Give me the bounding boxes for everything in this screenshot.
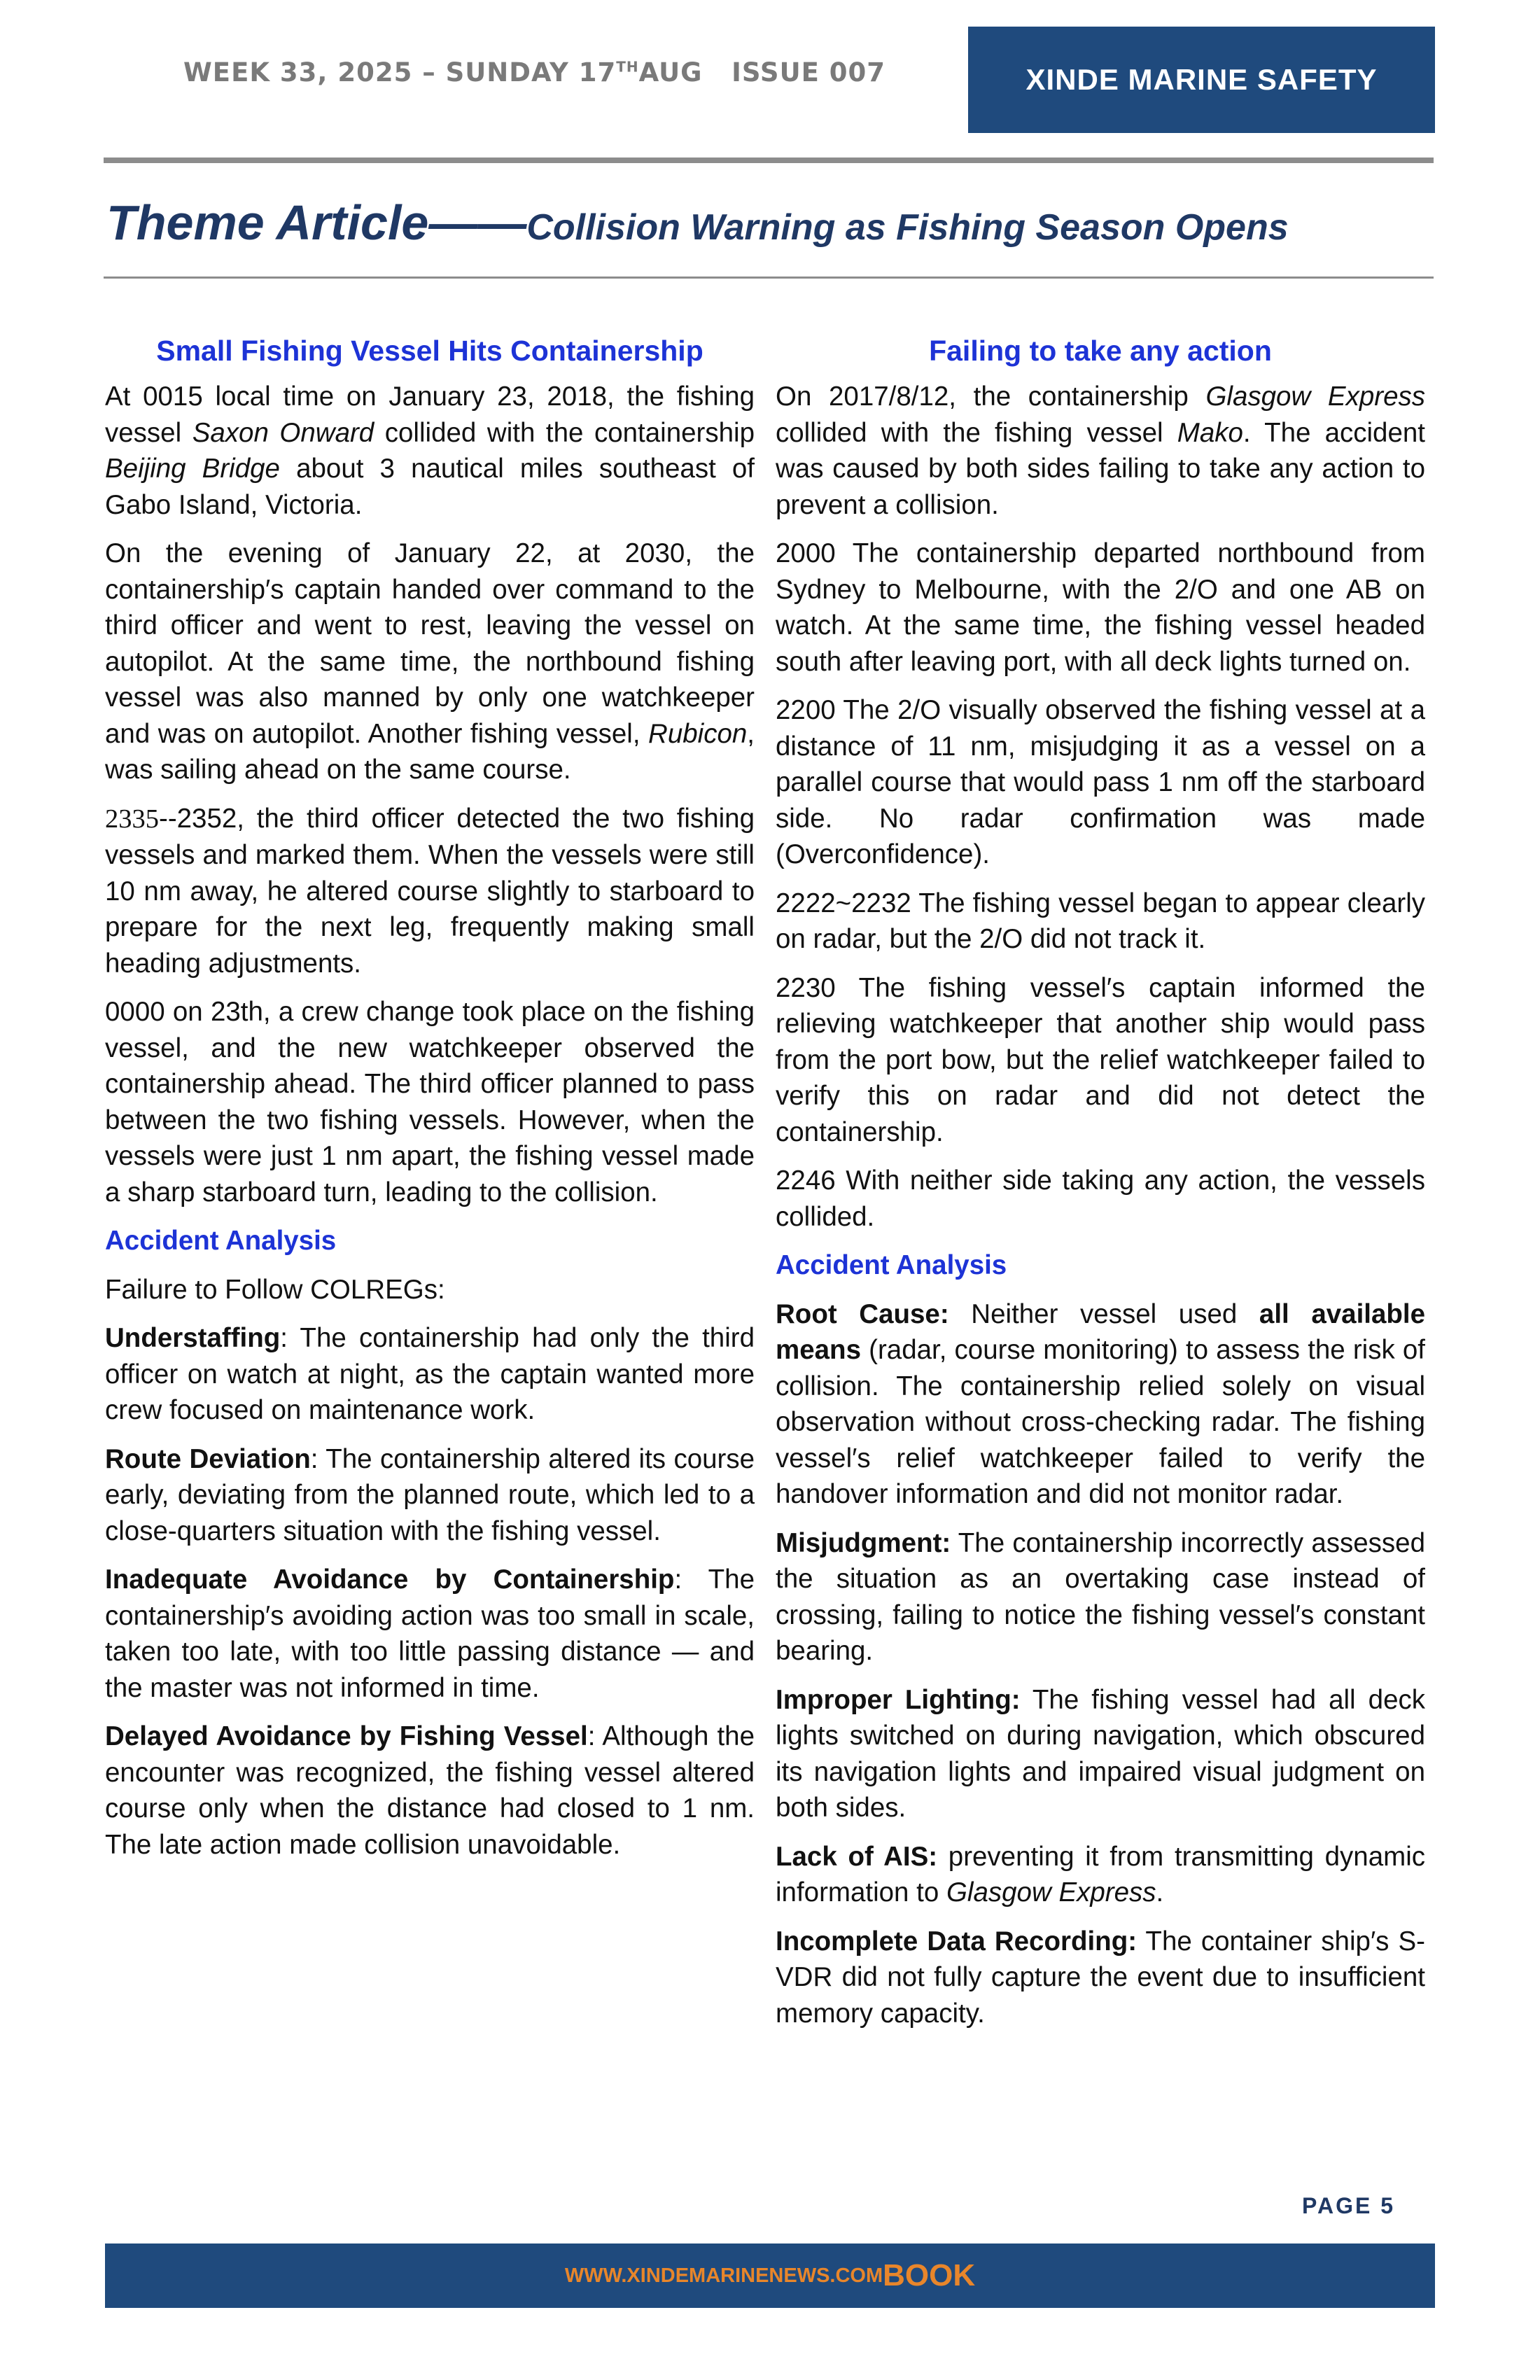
- item-label: Inadequate Avoidance by Containership: [105, 1564, 675, 1595]
- section-heading: Failing to take any action: [929, 335, 1272, 367]
- left-column: [105, 335, 755, 1875]
- paragraph: At 0015 local time on January 23, 2018, the fishing vessel Saxon Onward collided with the containership Beijing Bridge about 3 nautical miles southeast of Gabo Island, Victoria.: [105, 382, 755, 520]
- item-label: Improper Lighting:: [776, 1684, 1021, 1715]
- paragraph: 2000 The containership departed northbound from Sydney to Melbourne, with the 2/O and one AB on watch. At the same time, the fishing vessel headed south after leaving port, with all deck lights turned on.: [776, 538, 1425, 677]
- paragraph: Failure to Follow COLREGs:: [105, 1274, 445, 1305]
- item-label: Lack of AIS:: [776, 1841, 938, 1872]
- vessel-name: Saxon Onward: [192, 417, 374, 448]
- brand-banner: [968, 27, 1435, 133]
- right-column: [776, 335, 1425, 2044]
- item-label: Understaffing: [105, 1323, 281, 1353]
- item-label: Incomplete Data Recording:: [776, 1926, 1138, 1956]
- paragraph: Misjudgment: The containership incorrectly assessed the situation as an overtaking case instead of crossing, failing to notice the fishing vessel′s constant bearing.: [776, 1527, 1425, 1666]
- paragraph: 0000 on 23th, a crew change took place on the fishing vessel, and the new watchkeeper observed the containership ahead. The third officer planned to pass between the two fishing vessels. However, when the vessels were just 1 nm apart, the fishing vessel made a sharp starboard turn, leading to the collision.: [105, 997, 755, 1208]
- footer-url[interactable]: WWW.XINDEMARINENEWS.COM: [564, 2264, 883, 2287]
- analysis-heading: Accident Analysis: [776, 1250, 1007, 1280]
- title-main: Theme Article——: [106, 195, 527, 250]
- paragraph: On the evening of January 22, at 2030, the containership′s captain handed over command to the third officer and went to rest, leaving the vessel on autopilot. At the same time, the northbound fishing vessel was also manned by only one watchkeeper and was on autopilot. Another fishing vessel, Rubicon, was sailing ahead on the same course.: [105, 538, 755, 785]
- section-heading: Small Fishing Vessel Hits Containership: [156, 335, 704, 367]
- vessel-name: Rubicon: [648, 718, 748, 749]
- paragraph: 2246 With neither side taking any action, the vessels collided.: [776, 1166, 1425, 1232]
- item-label: Misjudgment:: [776, 1527, 951, 1558]
- header-divider: [104, 158, 1434, 163]
- paragraph: 2230 The fishing vessel′s captain informed the relieving watchkeeper that another ship would pass from the port bow, but the relief watchkeeper failed to verify this on radar and did not detect the containership.: [776, 972, 1425, 1147]
- vessel-name: Glasgow Express: [1205, 382, 1425, 412]
- paragraph: Improper Lighting: The fishing vessel had all deck lights switched on during navigation, which obscured its navigation lights and impaired visual judgment on both sides.: [776, 1684, 1425, 1823]
- paragraph: 2335--2352, the third officer detected the two fishing vessels and marked them. When the vessels were still 10 nm away, he altered course slightly to starboard to prepare for the next leg, frequently making small heading adjustments.: [105, 803, 755, 979]
- item-label: Route Deviation: [105, 1443, 311, 1474]
- brand-name: XINDE MARINE SAFETY: [1026, 63, 1378, 96]
- paragraph: Route Deviation: The containership altered its course early, deviating from the planned route, which led to a close-quarters situation with the fishing vessel.: [105, 1443, 755, 1546]
- footer-book-label: BOOK: [883, 2258, 976, 2292]
- item-label: Delayed Avoidance by Fishing Vessel: [105, 1721, 588, 1751]
- footer-bar: [105, 2244, 1435, 2308]
- title-divider: [104, 276, 1434, 279]
- item-label: Root Cause:: [776, 1298, 949, 1329]
- paragraph: Inadequate Avoidance by Containership: The containership′s avoiding action was too small in scale, taken too late, with too little passing distance — and the master was not informed in time.: [105, 1564, 755, 1703]
- paragraph: Understaffing: The containership had only the third officer on watch at night, as the captain wanted more crew focused on maintenance work.: [105, 1323, 755, 1425]
- vessel-name: Mako: [1177, 417, 1243, 448]
- vessel-name: Beijing Bridge: [105, 454, 280, 484]
- paragraph: Delayed Avoidance by Fishing Vessel: Although the encounter was recognized, the fishing vessel altered course only when the distance had closed to 1 nm. The late action made collision unavoidable.: [105, 1721, 755, 1860]
- page-title: [106, 195, 1436, 251]
- issue-line: WEEK 33, 2025 – SUNDAY 17THAUG ISSUE 007: [183, 57, 886, 88]
- paragraph: Lack of AIS: preventing it from transmitting dynamic information to Glasgow Express.: [776, 1841, 1425, 1907]
- analysis-heading: Accident Analysis: [105, 1226, 337, 1256]
- paragraph: 2222~2232 The fishing vessel began to appear clearly on radar, but the 2/O did not track it.: [776, 888, 1425, 954]
- paragraph: 2200 The 2/O visually observed the fishing vessel at a distance of 11 nm, misjudging it as a vessel on a parallel course that would pass 1 nm off the starboard side. No radar confirmation was made (Overconfidence).: [776, 695, 1425, 869]
- paragraph: Root Cause: Neither vessel used all available means (radar, course monitoring) to assess the risk of collision. The containership relied solely on visual observation without cross-checking radar. The fishing vessel′s relief watchkeeper failed to verify the handover information and did not monitor radar.: [776, 1298, 1426, 1509]
- paragraph: On 2017/8/12, the containership Glasgow Express collided with the fishing vessel Mako. The accident was caused by both sides failing to take any action to prevent a collision.: [776, 382, 1425, 520]
- vessel-name: Glasgow Express: [946, 1877, 1156, 1907]
- paragraph: Incomplete Data Recording: The container ship′s S-VDR did not fully capture the event due to insufficient memory capacity.: [776, 1926, 1425, 2029]
- page-number: PAGE 5: [1302, 2193, 1395, 2218]
- title-sub: Collision Warning as Fishing Season Opens: [526, 207, 1289, 248]
